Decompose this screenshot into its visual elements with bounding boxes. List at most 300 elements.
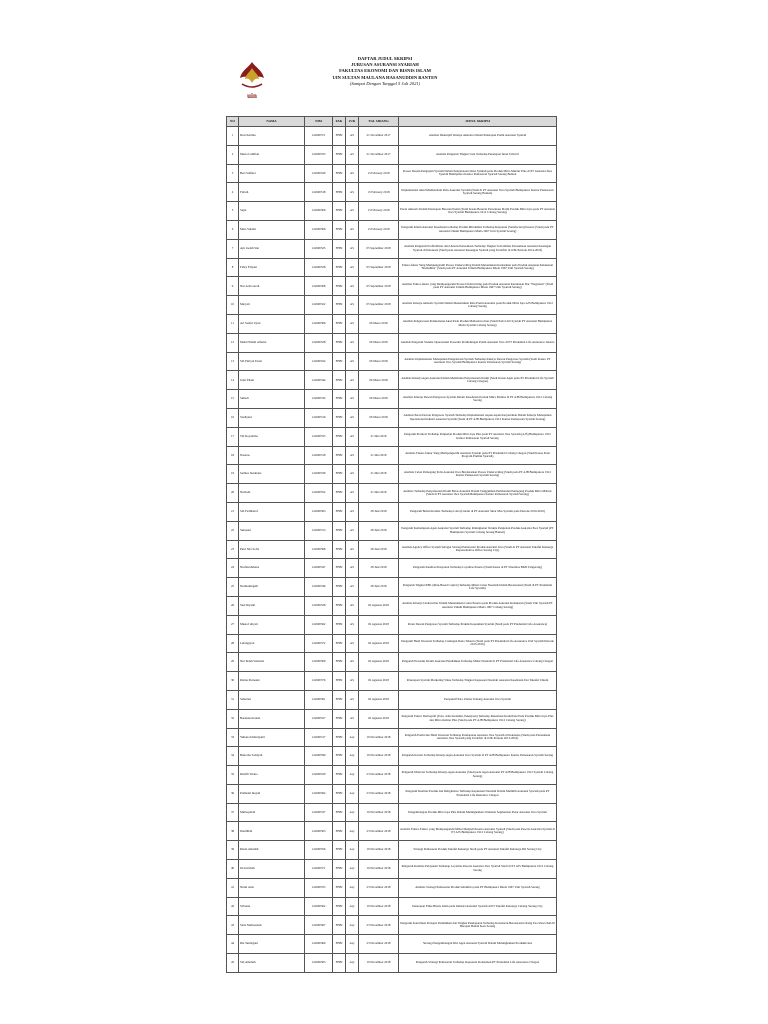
cell-jur: AS <box>346 164 359 183</box>
cell-jur: AS <box>346 371 359 390</box>
cell-tgl: 28 Juni 2018 <box>359 502 399 521</box>
heading-university: UIN SULTAN MAULANA HASANUDDIN BANTEN <box>332 74 438 80</box>
cell-no: 37 <box>227 803 239 822</box>
cell-nama: Ria Sumirgani <box>239 935 305 954</box>
cell-nama: Nurmuningsih <box>239 578 305 597</box>
cell-judul: Pengaruh Kualitas Produk dan Religiusitas Terhadap Keputusan Nasabah Dalam Memilih Asuransi Syariah pada PT Prudential Life Insurance Cilegon <box>399 784 557 803</box>
cell-fak: FEBI <box>333 333 346 352</box>
cell-tgl: 19 November 2018 <box>359 803 399 822</box>
cell-tgl: 02 Agustus 2018 <box>359 596 399 615</box>
cell-nama: Susi Riyanti <box>239 596 305 615</box>
table-row <box>227 766 557 785</box>
cell-no: 43 <box>227 916 239 935</box>
cell-nama: Ari Saeful Uyun <box>239 314 305 333</box>
cell-judul: Pengaruh Hasil Investasi Terhadap Cadangan Dana Tabarru (Studi pada PT Prudential Life Assurance Unit Syariah Periode 2013-2016) <box>399 634 557 653</box>
cell-judul: Analisis Kinerja Underwriter Dalam Menentukan Calon Peserta pada Produk Asuransi Kebakaran (Studi Unit Syariah PT Asuransi Umum Bumiputera Muda 1967 Cabang Serang) <box>399 596 557 615</box>
cell-tgl: 19 November 2018 <box>359 841 399 860</box>
cell-no: 39 <box>227 841 239 860</box>
table-row <box>227 239 557 258</box>
cell-jur: Asy <box>346 728 359 747</box>
cell-tgl: 21 November 2017 <box>359 127 399 146</box>
cell-no: 32 <box>227 709 239 728</box>
cell-nama: Yuliana Dahariyanti <box>239 728 305 747</box>
cell-tgl: 23 November 2018 <box>359 878 399 897</box>
cell-nim: 141600362 <box>305 615 333 634</box>
cell-nama: Sehartati <box>239 690 305 709</box>
cell-tgl: 05 September 2018 <box>359 277 399 296</box>
cell-fak: FEBI <box>333 145 346 164</box>
cell-jur: AS <box>346 596 359 615</box>
cell-no: 17 <box>227 427 239 446</box>
cell-nim: 141600317 <box>305 728 333 747</box>
table-row <box>227 446 557 465</box>
cell-jur: AS <box>346 277 359 296</box>
cell-judul: Pengaruh Prosedur Klaim Asuransi Pendidikan Terhadap Minat Nasabah di PT Prudential Life Assurance Cabang Cilegon <box>399 653 557 672</box>
cell-tgl: 05 September 2018 <box>359 239 399 258</box>
cell-judul: Pengaruh Motivasi Terhadap Kinerja Agen Asuransi (Studi pada Agen Asuransi PT AJB Bumiputera 1912 Syariah Cabang Serang) <box>399 766 557 785</box>
cell-no: 35 <box>227 766 239 785</box>
cell-no: 2 <box>227 145 239 164</box>
cell-fak: FEBI <box>333 183 346 202</box>
cell-nama: Nur Indah Sulastari <box>239 653 305 672</box>
cell-tgl: 19 November 2018 <box>359 954 399 973</box>
cell-nama: Baetianoviranda <box>239 709 305 728</box>
cell-jur: AS <box>346 634 359 653</box>
cell-nama: Nasarso <box>239 446 305 465</box>
table-row <box>227 897 557 916</box>
table-row <box>227 145 557 164</box>
cell-no: 19 <box>227 465 239 484</box>
thesis-table <box>226 116 557 973</box>
table-row <box>227 578 557 597</box>
table-row <box>227 653 557 672</box>
cell-fak: FEBI <box>333 653 346 672</box>
cell-nim: 141600306 <box>305 220 333 239</box>
cell-nim: 141600324 <box>305 352 333 371</box>
cell-no: 18 <box>227 446 239 465</box>
cell-nama: Sapti <box>239 202 305 221</box>
cell-nim: 141600360 <box>305 935 333 954</box>
cell-jur: AS <box>346 672 359 691</box>
cell-fak: FEBI <box>333 784 346 803</box>
cell-jur: AS <box>346 709 359 728</box>
table-row <box>227 916 557 935</box>
cell-nama: Siti Fitriyal Fauzi <box>239 352 305 371</box>
cell-fak: FEBI <box>333 860 346 879</box>
cell-fak: FEBI <box>333 352 346 371</box>
cell-nim: 141600328 <box>305 596 333 615</box>
cell-tgl: 02 Agustus 2018 <box>359 709 399 728</box>
cell-tgl: 13 February 2018 <box>359 202 399 221</box>
cell-judul: Pengaruh Premi dan Hasil Investasi Terhadap Pendapatan Asuransi Jiwa Syariah di Indonesia (Studi pada Perusahaan Asuransi Jiwa Syariah yang Terdaftar di OJK Periode 2013-2016) <box>399 728 557 747</box>
cell-tgl: 02 Agustus 2018 <box>359 672 399 691</box>
cell-jur: AS <box>346 183 359 202</box>
cell-judul: Analisis Faktor-Faktor yang Mempengaruhi Minat Menjadi Peserta Asuransi Syariah (Studi pada Peserta Asuransi Syariah di PT AJS Bumiputera 1912 Cabang Serang) <box>399 822 557 841</box>
cell-no: 21 <box>227 502 239 521</box>
table-row <box>227 954 557 973</box>
cell-nim: 141600309 <box>305 653 333 672</box>
cell-nim: 141600313 <box>305 521 333 540</box>
cell-judul: Analisis Terhadap Penyelesaian Klaim Batas Asuransi Dalam Tanggulihan Pembatalan Pemegang Produk Mitra Mabrur (Studi di PT Asuransi Jiwa Syariah Bumiputera Kantor Pemasaran Syariah Serang) <box>399 484 557 503</box>
cell-judul: Analisis Faktor-faktor Yang Mempengaruhi Asuransi Syariah pada PT Prudential Cabang Cilegon (Studi Kasus Pada Program Prulink Syariah) <box>399 446 557 465</box>
cell-fak: FEBI <box>333 220 346 239</box>
cell-nim: 141600339 <box>305 465 333 484</box>
cell-nama: Ayu Jaelah Siat <box>239 239 305 258</box>
cell-no: 41 <box>227 878 239 897</box>
cell-nim: 141600371 <box>305 860 333 879</box>
cell-jur: AS <box>346 465 359 484</box>
cell-fak: FEBI <box>333 502 346 521</box>
cell-nim: 141600362 <box>305 897 333 916</box>
heading-department: JURUSAN ASURANSI SYARIAH <box>351 62 419 68</box>
table-row <box>227 803 557 822</box>
cell-judul: Penerapan Etika Bisnis Islam pada Industri Asuransi Syariah di PT Takaful Keluarga Cabang Serang City <box>399 897 557 916</box>
table-row <box>227 314 557 333</box>
cell-tgl: 06 Maret 2018 <box>359 408 399 427</box>
cell-tgl: 06 Maret 2018 <box>359 314 399 333</box>
cell-jur: AS <box>346 314 359 333</box>
cell-tgl: 23 November 2018 <box>359 935 399 954</box>
cell-judul: Analisis Strategi Pemasaran Produk SehatKita pada PT Bumiputera Muda 1967 Unit Syariah Serang <box>399 878 557 897</box>
cell-tgl: 23 November 2018 <box>359 916 399 935</box>
table-row <box>227 596 557 615</box>
cell-nama: Ristna Purnaski <box>239 672 305 691</box>
cell-fak: FEBI <box>333 390 346 409</box>
cell-nama: Desi Karmia <box>239 127 305 146</box>
cell-fak: FEBI <box>333 935 346 954</box>
cell-nama: Heri Saifikri <box>239 164 305 183</box>
table-row <box>227 878 557 897</box>
cell-judul: Pengaruh Kualitas Pelayanan Terhadap Loyalitas Peserta Asuransi Jiwa Syariah Studi di PT AJS Bumiputera 1912 Cabang Serang <box>399 860 557 879</box>
cell-jur: AS <box>346 521 359 540</box>
cell-jur: Asy <box>346 897 359 916</box>
cell-fak: FEBI <box>333 540 346 559</box>
cell-judul: Strategi Pemasaran Produk Takaful Keluarga Studi pada PT Asuransi Takaful Keluarga RO Serang City <box>399 841 557 860</box>
table-row <box>227 296 557 315</box>
cell-fak: FEBI <box>333 690 346 709</box>
cell-jur: AS <box>346 559 359 578</box>
cell-fak: FEBI <box>333 371 346 390</box>
cell-no: 38 <box>227 822 239 841</box>
cell-fak: FEBI <box>333 822 346 841</box>
cell-nim: 141600334 <box>305 390 333 409</box>
cell-no: 10 <box>227 296 239 315</box>
cell-tgl: 19 November 2018 <box>359 728 399 747</box>
cell-tgl: 05 September 2018 <box>359 296 399 315</box>
cell-jur: AS <box>346 220 359 239</box>
cell-nama: Khofih Triana <box>239 766 305 785</box>
cell-tgl: 02 Agustus 2018 <box>359 690 399 709</box>
cell-judul: Faktor-faktor Yang Mempengaruhi Proses Underwriting Dalam Menentukan Keabsahan pada Produk Asuransi Kebakaran "RumahKu" (Studi pada PT Asuransi Umum Bumiputera Muda 1967 Unit Syariah Serang) <box>399 258 557 277</box>
cell-jur: AS <box>346 202 359 221</box>
table-row <box>227 427 557 446</box>
cell-fak: FEBI <box>333 427 346 446</box>
cell-nama: Nur Ardia Arah <box>239 277 305 296</box>
column-header-tgl: TGL SIDANG <box>359 117 399 127</box>
cell-fak: FEBI <box>333 672 346 691</box>
cell-jur: Asy <box>346 766 359 785</box>
cell-no: 36 <box>227 784 239 803</box>
cell-nim: 141600327 <box>305 709 333 728</box>
cell-jur: AS <box>346 690 359 709</box>
table-row <box>227 352 557 371</box>
cell-tgl: 13 February 2018 <box>359 183 399 202</box>
cell-no: 15 <box>227 390 239 409</box>
cell-fak: FEBI <box>333 766 346 785</box>
table-row <box>227 822 557 841</box>
cell-judul: Analisis Kinerja Agen Asuransi Dalam Membantu Penyelesaian Klaim (Studi Kasus Agen pada PT Prudential Life Syariah Cabang Cilegon) <box>399 371 557 390</box>
cell-no: 28 <box>227 634 239 653</box>
cell-tgl: 06 Maret 2018 <box>359 352 399 371</box>
cell-judul: Analisis Faktor-faktor yang Mempengaruhi Proses Underwriting pada Produk Asuransi Kendaraan Dar "Nagarkan" (Studi pada PT Asuransi Umum Bumiputera Muda 1967 Unit Syariah Serang) <box>399 277 557 296</box>
cell-nama: Siti Amaliah <box>239 954 305 973</box>
cell-tgl: 19 November 2018 <box>359 747 399 766</box>
cell-fak: FEBI <box>333 709 346 728</box>
cell-judul: Pengaruh Beban Komisi Terhadap Laba (Lialain di PT Asuransi Sinar Mas Syariah pada Periode 2010-2016) <box>399 502 557 521</box>
cell-no: 22 <box>227 521 239 540</box>
cell-fak: FEBI <box>333 728 346 747</box>
column-header-nama: NAMA <box>239 117 305 127</box>
cell-nama: Titi Royantina <box>239 427 305 446</box>
cell-fak: FEBI <box>333 747 346 766</box>
table-row <box>227 521 557 540</box>
table-row <box>227 127 557 146</box>
cell-nim: 141600328 <box>305 258 333 277</box>
table-row <box>227 220 557 239</box>
cell-nama: Suhadi <box>239 390 305 409</box>
table-row <box>227 277 557 296</box>
cell-no: 27 <box>227 615 239 634</box>
cell-no: 4 <box>227 183 239 202</box>
cell-judul: Analisis Deskriptif Kinerja Aktuaria Dalam Penetapan Premi Asuransi Syariah <box>399 127 557 146</box>
table-row <box>227 540 557 559</box>
cell-nim: 141600305 <box>305 822 333 841</box>
cell-fak: FEBI <box>333 803 346 822</box>
cell-nama: Sirzi Nurhasanah <box>239 916 305 935</box>
table-row <box>227 634 557 653</box>
cell-nim: 141600329 <box>305 164 333 183</box>
cell-fak: FEBI <box>333 127 346 146</box>
cell-fak: FEBI <box>333 615 346 634</box>
cell-tgl: 21 Mei 2018 <box>359 484 399 503</box>
cell-nim: 141600329 <box>305 766 333 785</box>
cell-judul: Analisis Implementasi Manajemen Pengelolaan Syariah Terhadap Kinerja Dewan Pengawas Syariah (Studi Kasus: PT Asuransi Jiwa Syariah Bumiputera Kantor Pemasaran Syariah Serang) <box>399 352 557 371</box>
cell-nim: 141600322 <box>305 296 333 315</box>
cell-fak: FEBI <box>333 954 346 973</box>
cell-jur: AS <box>346 408 359 427</box>
cell-nim: 141600355 <box>305 878 333 897</box>
cell-jur: AS <box>346 258 359 277</box>
cell-judul: Analisis Pengaruh Tingkat Usia Terhadap Penetapan Iuran Tabarru' <box>399 145 557 164</box>
cell-jur: AS <box>346 427 359 446</box>
cell-jur: Asy <box>346 747 359 766</box>
cell-nim: 141600318 <box>305 183 333 202</box>
cell-nama: Prahistul Inayah <box>239 784 305 803</box>
table-row <box>227 615 557 634</box>
cell-nim: 141600365 <box>305 954 333 973</box>
column-header-no: NO <box>227 117 239 127</box>
column-header-jur: JUR <box>346 117 359 127</box>
column-header-fak: FAK <box>333 117 346 127</box>
cell-jur: AS <box>346 352 359 371</box>
cell-tgl: 28 Juni 2018 <box>359 578 399 597</box>
cell-jur: AS <box>346 127 359 146</box>
cell-judul: Analisis Agency Office System Sebagai Strategi Pemasaran Produk Asuransi Jiwa (Studi di PT Asuransi Takaful Keluarga Representative Office Serang City) <box>399 540 557 559</box>
cell-judul: Proses Desain Pengujian Syariah Dalam Pengelolaan Dana Syirkah pada Produk Mitra Mabrur Plus di PT Asuransi Jiwa Syariah Bumiputera Kantor Pemasaran Syariah Serang Banten <box>399 164 557 183</box>
cell-fak: FEBI <box>333 596 346 615</box>
cell-nama: Sukresni <box>239 521 305 540</box>
cell-fak: FEBI <box>333 239 346 258</box>
cell-nama: Bunorita Saddyah <box>239 747 305 766</box>
cell-tgl: 19 November 2018 <box>359 860 399 879</box>
cell-no: 44 <box>227 935 239 954</box>
cell-judul: Analisis Pengaruh Profitabilitas dan Ukuran Perusahaan Terhadap Tingkat Solvabilitas Perusahaan Asuransi Keuangan Syariah di Indonesia (Studi pada Asuransi Keuangan Syariah yang Terdaftar di OJK Periode 2014-2016) <box>399 239 557 258</box>
cell-fak: FEBI <box>333 258 346 277</box>
cell-nama: Mohd Wahid Alfarizi <box>239 333 305 352</box>
cell-tgl: 28 Juni 2018 <box>359 540 399 559</box>
cell-judul: Analisis Kinerja Dewan Pengawas Syariah Dalam Kesehatan Produk Mitra Mabrur di PT AJB Bumiputera 1912 Cabang Serang <box>399 390 557 409</box>
logo-text: uin <box>247 92 257 100</box>
cell-nama: Maryati <box>239 296 305 315</box>
cell-jur: Asy <box>346 935 359 954</box>
cell-jur: AS <box>346 333 359 352</box>
cell-jur: Asy <box>346 954 359 973</box>
cell-nim: 141600355 <box>305 427 333 446</box>
cell-no: 29 <box>227 653 239 672</box>
cell-nim: 141600309 <box>305 202 333 221</box>
cell-no: 20 <box>227 484 239 503</box>
cell-fak: FEBI <box>333 559 346 578</box>
cell-nama: Iin Izzichah <box>239 860 305 879</box>
cell-nim: 141600366 <box>305 314 333 333</box>
cell-nama: Silvania <box>239 897 305 916</box>
cell-judul: Analisis Pengawasan Pelaksanaan Akad Pada Produk Mahasiswa Iuas (Studi Pada Unit Syariah PT Asuransi Bumiputera Muda Syariah Cabang Serang) <box>399 314 557 333</box>
cell-jur: AS <box>346 390 359 409</box>
cell-judul: Analisis Peran Dewan Pengawas Syariah Terhadap Implementasi Aspek-aspek Kesyariahan Dalam Kinerja Manajemen Operasional Industri Asuransi Syariah (Studi di PT AJB Bumiputera 1912 Kantor Pemasaran Syariah Serang) <box>399 408 557 427</box>
cell-nama: Rieda Amaliah <box>239 841 305 860</box>
table-row <box>227 164 557 183</box>
cell-nama: Fitriah <box>239 183 305 202</box>
cell-judul: Pengaruh Kualitas Pelayanan Terhadap Loyalitas Peserta (Studi Kasus di PT Sinarmas BKD Tangerang) <box>399 559 557 578</box>
cell-no: 25 <box>227 578 239 597</box>
table-row <box>227 371 557 390</box>
table-row <box>227 935 557 954</box>
cell-nama: Nurbaiti <box>239 484 305 503</box>
cell-no: 9 <box>227 277 239 296</box>
cell-no: 24 <box>227 559 239 578</box>
cell-jur: AS <box>346 446 359 465</box>
cell-fak: FEBI <box>333 465 346 484</box>
table-row <box>227 784 557 803</box>
cell-fak: FEBI <box>333 578 346 597</box>
cell-tgl: 02 Agustus 2018 <box>359 653 399 672</box>
table-row <box>227 502 557 521</box>
cell-nim: 141600318 <box>305 446 333 465</box>
cell-jur: Asy <box>346 822 359 841</box>
cell-nim: 141600328 <box>305 333 333 352</box>
cell-tgl: 21 November 2017 <box>359 145 399 164</box>
cell-nama: Nurul Aida <box>239 878 305 897</box>
table-body <box>227 127 557 973</box>
cell-nim: 141600325 <box>305 239 333 258</box>
cell-no: 42 <box>227 897 239 916</box>
cell-tgl: 19 November 2018 <box>359 897 399 916</box>
cell-tgl: 23 November 2018 <box>359 766 399 785</box>
cell-nama: Julia Yilani <box>239 371 305 390</box>
cell-jur: AS <box>346 615 359 634</box>
cell-no: 14 <box>227 371 239 390</box>
cell-no: 40 <box>227 860 239 879</box>
cell-jur: Asy <box>346 916 359 935</box>
cell-nim: 141600364 <box>305 784 333 803</box>
cell-fak: FEBI <box>333 408 346 427</box>
cell-nim: 141600316 <box>305 408 333 427</box>
cell-no: 7 <box>227 239 239 258</box>
cell-nama: Nurfaizahdiana <box>239 559 305 578</box>
cell-tgl: 21 Mei 2018 <box>359 465 399 484</box>
cell-fak: FEBI <box>333 202 346 221</box>
cell-nim: 141600308 <box>305 277 333 296</box>
cell-jur: Asy <box>346 841 359 860</box>
cell-tgl: 28 Juni 2018 <box>359 559 399 578</box>
cell-nim: 141600371 <box>305 127 333 146</box>
heading-date-note: (Sampai Dengan Tanggal 5 Juli 2021) <box>349 80 421 86</box>
cell-nama: Siti Fadillatrof <box>239 502 305 521</box>
cell-nim: 141600361 <box>305 690 333 709</box>
cell-jur: AS <box>346 653 359 672</box>
cell-no: 33 <box>227 728 239 747</box>
cell-tgl: 21 Mei 2018 <box>359 446 399 465</box>
cell-fak: FEBI <box>333 277 346 296</box>
cell-nim: 141600372 <box>305 634 333 653</box>
cell-tgl: 02 Agustus 2018 <box>359 634 399 653</box>
cell-tgl: 06 Maret 2018 <box>359 390 399 409</box>
cell-nama: Ibnufillah <box>239 822 305 841</box>
cell-fak: FEBI <box>333 878 346 897</box>
table-row <box>227 465 557 484</box>
cell-judul: Peran Aktuaris Dalam Penetapan Besaran Premi (Studi Kasus Besaran Persentase Premi Produk Mitra Iqra pada PT Asuransi Jiwa Syariah Bumiputera 1912 Cabang Serang) <box>399 202 557 221</box>
cell-no: 26 <box>227 596 239 615</box>
table-row <box>227 690 557 709</box>
cell-jur: AS <box>346 239 359 258</box>
cell-no: 23 <box>227 540 239 559</box>
cell-nama: Lufangiyan <box>239 634 305 653</box>
cell-nim: 141600337 <box>305 803 333 822</box>
cell-no: 45 <box>227 954 239 973</box>
cell-judul: Implementasi Akad Mudharabah Pada Asuransi Syariah (Studi di PT Asuransi Jiwa Syariah Bumiputera Kantor Pemasaran Syariah Serang Banten) <box>399 183 557 202</box>
table-header <box>227 117 557 127</box>
cell-fak: FEBI <box>333 164 346 183</box>
cell-nama: Musrof uliyati <box>239 615 305 634</box>
cell-nama: Fahry Eliyani <box>239 258 305 277</box>
table-row <box>227 484 557 503</box>
document-heading <box>250 56 520 87</box>
cell-judul: Analisis Kinerja Aktuaris Syariah Dalam Menentukan Rata Premi Asuransi pada Produk Mitra Iqra AJS Bumiputera 1912 Cabang Serang <box>399 296 557 315</box>
cell-tgl: 28 Juni 2018 <box>359 521 399 540</box>
cell-judul: Analisis Pengaruh Standar Operasional Prosedur Perlindungan Premi Asuransi Jiwa di PT Prudential Life Assurance Jakarta <box>399 333 557 352</box>
cell-judul: Pengaruh Tingkat RBC (Risk-Based Capital) Terhadap Minat Calon Nasabah Dalam Berasuransi (Studi di PT Prudential Life Syariah) <box>399 578 557 597</box>
cell-nama: Muttaqoliah <box>239 803 305 822</box>
column-header-judul: JUDUL SKRIPSI <box>399 117 557 127</box>
cell-judul: Pengaruh Kontribusi Persepsi Pendidikan dan Tingkat Pendapatan Terhadap Kesadaran Berasuransi Orang Tua Siswa PAUD Harapan Bunda Kota Serang <box>399 916 557 935</box>
heading-faculty: FAKULTAS EKONOMI DAN BISNIS ISLAM <box>339 68 431 74</box>
cell-nama: Meta Sulami <box>239 220 305 239</box>
cell-no: 1 <box>227 127 239 146</box>
table-row <box>227 841 557 860</box>
cell-nim: 141600363 <box>305 502 333 521</box>
table-row <box>227 747 557 766</box>
table-row <box>227 183 557 202</box>
